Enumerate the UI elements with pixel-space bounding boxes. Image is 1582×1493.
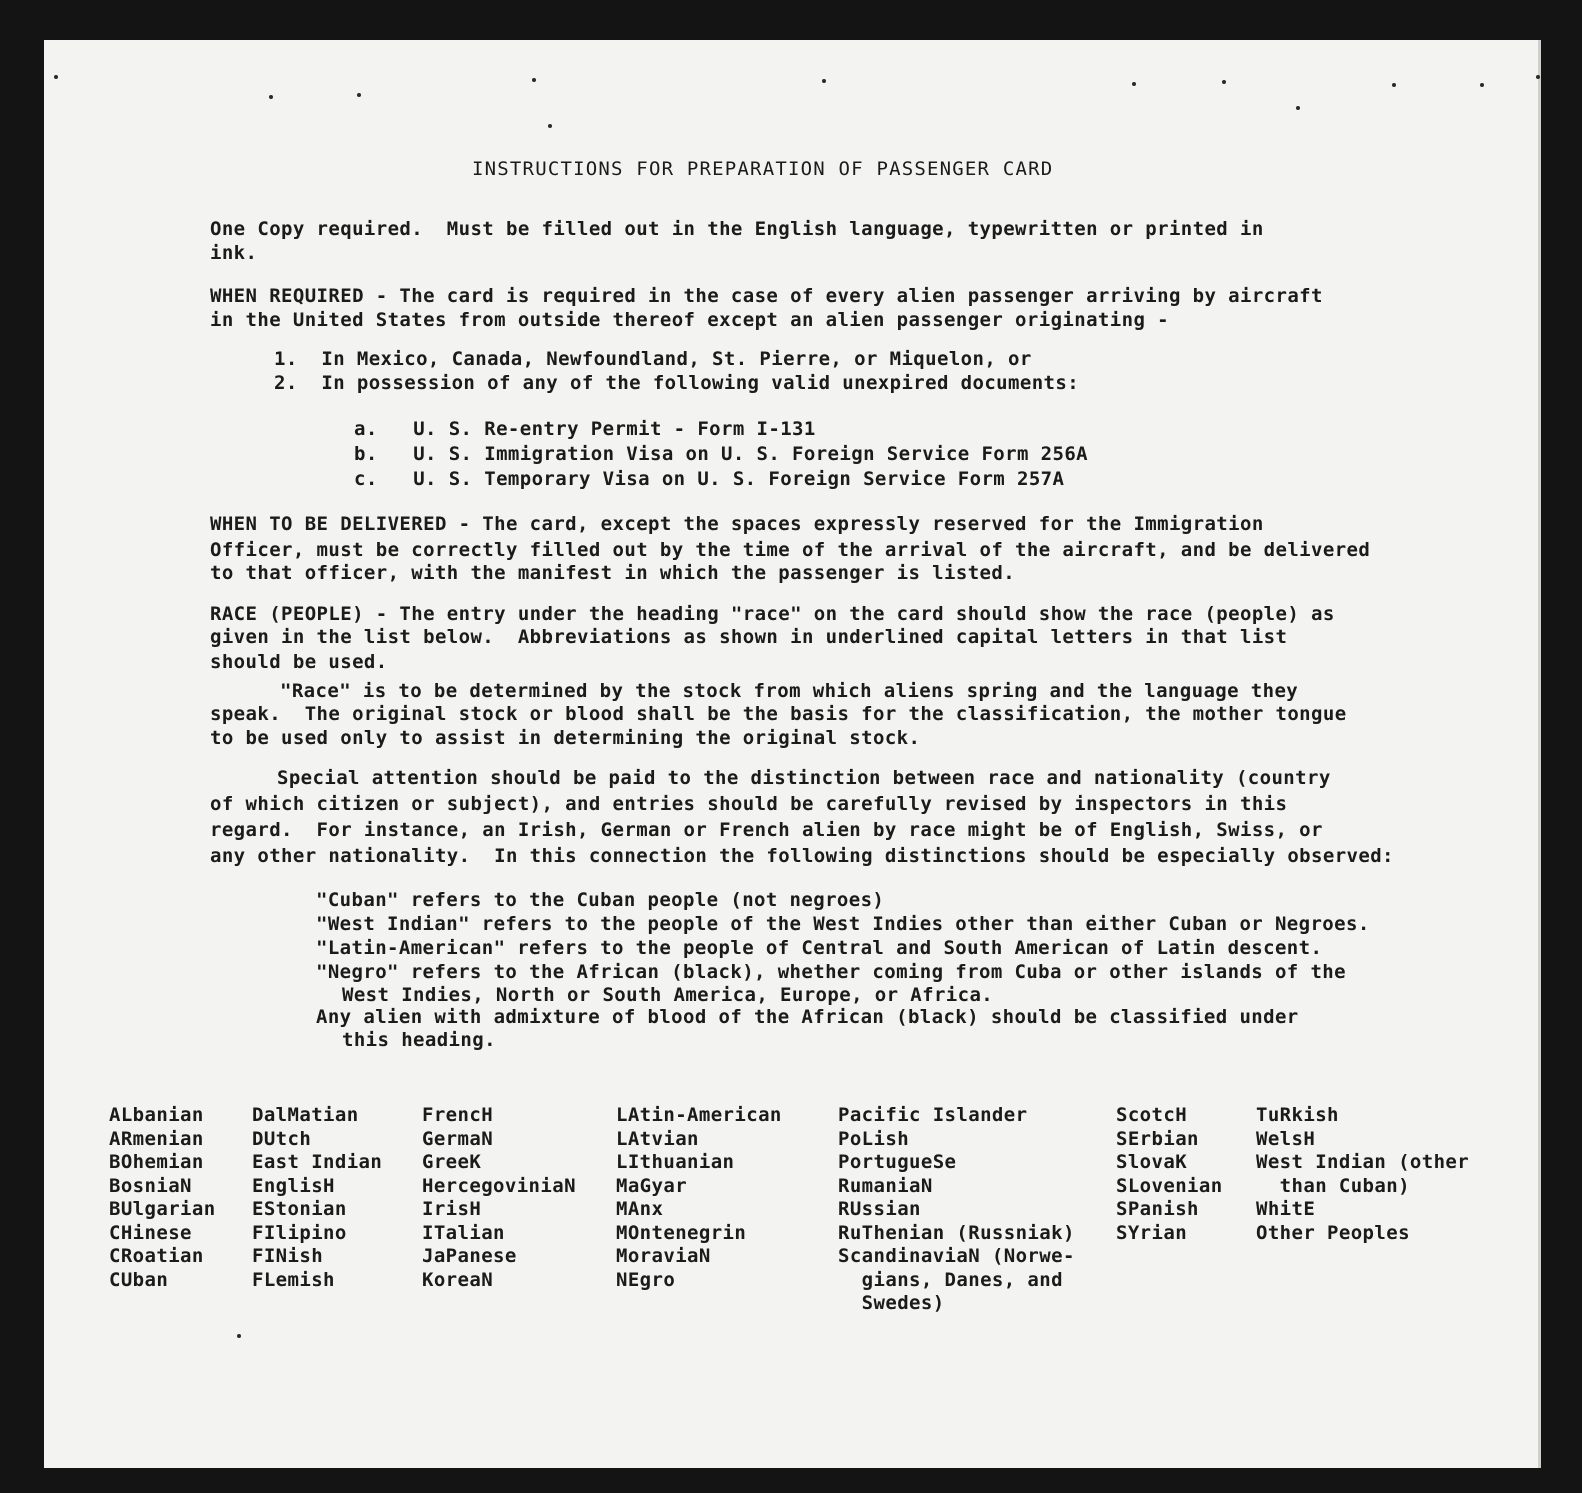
race-entry: PoLish [838,1127,910,1150]
race-entry: Pacific Islander [838,1104,1028,1126]
race-entry: MaGyar [616,1174,688,1197]
text-line: 1. In Mexico, Canada, Newfoundland, St. Pierre, or Miquelon, or [274,348,1032,370]
race-entry: EStonian [252,1198,347,1220]
speck [1222,80,1226,84]
race-entry: RuThenian (Russniak) [838,1221,1075,1244]
speck [54,75,58,79]
text-line: "Race" is to be determined by the stock from which aliens spring and the language they [280,680,1299,702]
text-line: of which citizen or subject), and entries should be carefully revised by inspectors in this [210,793,1288,815]
text-line: "Cuban" refers to the Cuban people (not negroes) [316,889,885,911]
speck [1132,82,1136,86]
race-entry: gians, Danes, and [838,1268,1063,1291]
race-entry: BOhemian [109,1151,204,1173]
race-entry: SYrian [1116,1221,1188,1244]
speck [822,79,826,83]
text-line: ink. [210,242,258,264]
race-entry: RumaniaN [838,1174,933,1197]
race-column [1256,1104,1469,1245]
text-line: a. U. S. Re-entry Permit - Form I-131 [354,418,816,440]
text-line: Any alien with admixture of blood of the African (black) should be classified under [316,1006,1299,1028]
race-entry: EnglisH [252,1174,335,1197]
race-entry: than Cuban) [1256,1174,1410,1197]
speck [237,1334,241,1338]
text-line: given in the list below. Abbreviations as shown in underlined capital letters in that list [210,626,1288,648]
race-entry: ALbanian [109,1104,204,1126]
document-page [44,40,1541,1468]
race-column [422,1104,576,1292]
speck [1296,106,1300,110]
text-line: "Negro" refers to the African (black), whether coming from Cuba or other islands of the [316,961,1346,983]
text-line: WHEN TO BE DELIVERED - The card, except the spaces expressly reserved for the Immigration [210,513,1264,535]
race-entry: MoraviaN [616,1245,711,1267]
race-entry: NEgro [616,1268,676,1291]
race-entry: FIlipino [252,1221,347,1244]
text-line: c. U. S. Temporary Visa on U. S. Foreign Service Form 257A [354,468,1065,490]
race-entry: CHinese [109,1221,192,1244]
race-entry: SPanish [1116,1198,1199,1220]
race-entry: CUban [109,1268,169,1291]
race-entry: LAtvian [616,1127,699,1150]
text-line: to that officer, with the manifest in which the passenger is listed. [210,562,1016,584]
race-entry: DUtch [252,1127,312,1150]
text-line: this heading. [342,1029,496,1051]
text-line: Special attention should be paid to the distinction between race and nationality (country [277,767,1331,789]
race-entry: SErbian [1116,1127,1199,1150]
race-entry: Other Peoples [1256,1221,1410,1244]
race-entry: FINish [252,1245,324,1267]
race-entry: BosniaN [109,1174,192,1197]
race-entry: ARmenian [109,1127,204,1150]
text-line: in the United States from outside thereof except an alien passenger originating - [210,309,1169,331]
race-column [252,1104,382,1292]
text-line: regard. For instance, an Irish, German or French alien by race might be of English, Swiss, or [210,819,1323,841]
race-entry: SlovaK [1116,1151,1188,1173]
race-entry: WhitE [1256,1198,1316,1220]
text-line: any other nationality. In this connection the following distinctions should be especially observed: [210,845,1394,867]
text-line: to be used only to assist in determining the original stock. [210,727,921,749]
race-entry: GermaN [422,1127,494,1150]
race-entry: KoreaN [422,1268,494,1291]
text-line: One Copy required. Must be filled out in the English language, typewritten or printed in [210,218,1264,240]
race-entry: East Indian [252,1151,383,1173]
race-entry: ScandinaviaN (Norwe- [838,1245,1075,1267]
speck [548,124,552,128]
race-column [1116,1104,1223,1245]
race-entry: RUssian [838,1198,921,1220]
race-column [109,1104,216,1292]
race-entry: FrencH [422,1104,494,1126]
text-line: speak. The original stock or blood shall be the basis for the classification, the mother tongue [210,703,1347,725]
race-entry: HercegoviniaN [422,1174,576,1197]
race-column [838,1104,1075,1316]
text-line: West Indies, North or South America, Europe, or Africa. [342,984,994,1006]
race-entry: DalMatian [252,1104,359,1126]
race-entry: GreeK [422,1151,482,1173]
race-entry: MAnx [616,1198,664,1220]
page-title: INSTRUCTIONS FOR PREPARATION OF PASSENGER CARD [472,158,1054,180]
race-entry: Swedes) [838,1292,945,1314]
race-entry: IrisH [422,1198,482,1220]
text-line: "West Indian" refers to the people of the West Indies other than either Cuban or Negroes. [316,913,1370,935]
text-line: "Latin-American" refers to the people of Central and South American of Latin descent. [316,937,1323,959]
text-line: Officer, must be correctly filled out by the time of the arrival of the aircraft, and be delivered [210,539,1371,561]
speck [1536,75,1540,79]
text-line: b. U. S. Immigration Visa on U. S. Foreign Service Form 256A [354,443,1089,465]
text-line: should be used. [210,651,388,673]
race-entry: PortugueSe [838,1151,957,1173]
speck [1480,83,1484,87]
race-entry: LIthuanian [616,1151,735,1173]
race-entry: ScotcH [1116,1104,1188,1126]
race-entry: CRoatian [109,1245,204,1267]
race-entry: TuRkish [1256,1104,1339,1126]
race-column [616,1104,782,1292]
race-entry: SLovenian [1116,1174,1223,1197]
speck [357,93,361,97]
speck [269,95,273,99]
race-entry: JaPanese [422,1245,517,1267]
text-line: WHEN REQUIRED - The card is required in the case of every alien passenger arriving by aircraft [210,285,1323,307]
race-entry: West Indian (other [1256,1151,1470,1173]
race-entry: BUlgarian [109,1198,216,1220]
race-entry: MOntenegrin [616,1221,747,1244]
speck [532,78,536,82]
speck [1392,83,1396,87]
text-line: RACE (PEOPLE) - The entry under the heading "race" on the card should show the race (people) as [210,603,1335,625]
race-entry: FLemish [252,1268,335,1291]
race-entry: ITalian [422,1221,505,1244]
race-entry: WelsH [1256,1127,1316,1150]
text-line: 2. In possession of any of the following valid unexpired documents: [274,372,1080,394]
race-entry: LAtin-American [616,1104,782,1126]
